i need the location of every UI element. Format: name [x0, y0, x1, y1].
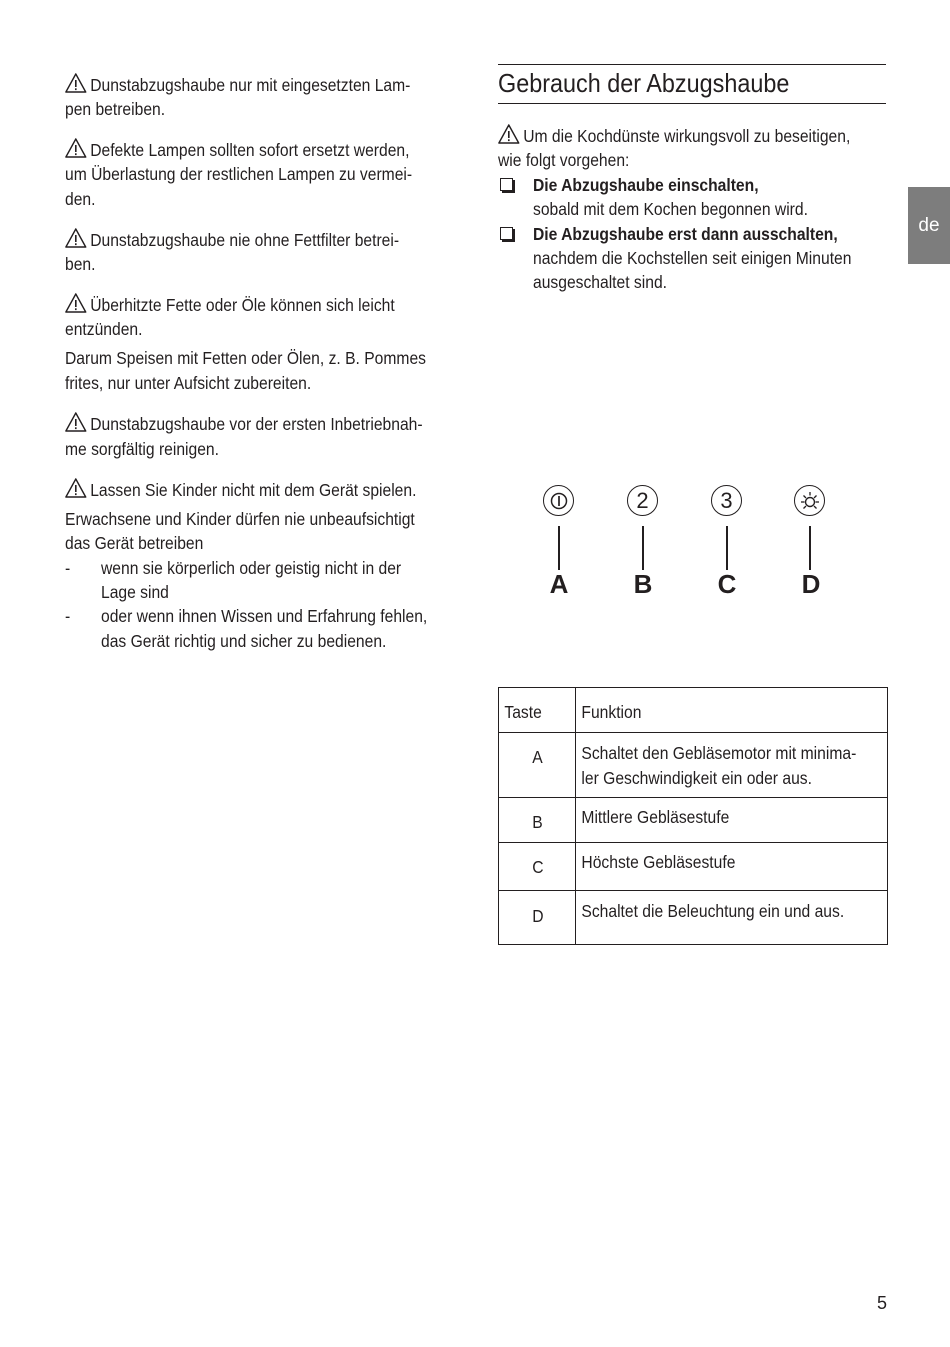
- language-label: de: [918, 214, 940, 236]
- key-text: B: [532, 812, 543, 832]
- warning-line: [65, 478, 416, 503]
- section-heading: Gebrauch der Abzugshaube: [498, 68, 790, 98]
- warning-line: [498, 124, 850, 149]
- key-cell: [499, 843, 576, 891]
- bullet-text: oder wenn ihnen Wissen und Erfahrung fehlen,: [101, 606, 428, 626]
- text-line: das Gerät betreiben: [65, 533, 204, 553]
- table-header-row: [499, 688, 888, 733]
- table-row: [499, 891, 888, 945]
- table-row: [499, 798, 888, 843]
- checkbox-icon: [500, 178, 513, 191]
- leader-line: [558, 526, 560, 570]
- warning-line: [65, 73, 410, 98]
- header-cell: [499, 688, 576, 733]
- checkbox-icon: [500, 227, 513, 240]
- key-cell: [499, 798, 576, 843]
- func-text: ler Geschwindigkeit ein oder aus.: [580, 767, 812, 788]
- leader-line: [809, 526, 811, 570]
- header-key: Taste: [504, 702, 542, 722]
- bullet-text: wenn sie körperlich oder geistig nicht in der: [101, 558, 402, 578]
- button-letter: B: [633, 569, 653, 599]
- func-text: Höchste Gebläsestufe: [580, 852, 735, 872]
- text-line: wie folgt vorgehen:: [498, 150, 630, 170]
- header-func: Funktion: [580, 702, 641, 722]
- text: Dunstabzugshaube vor der ersten Inbetriebnah-: [90, 414, 423, 434]
- button-letter: D: [801, 569, 821, 599]
- key-cell: [499, 733, 576, 798]
- warning-line: [65, 228, 399, 253]
- speed-2-button: [627, 485, 658, 516]
- text-line: frites, nur unter Aufsicht zubereiten.: [65, 373, 312, 393]
- light-icon: [798, 489, 822, 513]
- warning-line: [65, 138, 409, 163]
- language-tab: [908, 187, 950, 264]
- func-cell: [575, 843, 887, 891]
- power-icon: [550, 492, 568, 510]
- heading-rule-bottom: [498, 103, 886, 104]
- function-table: [498, 687, 888, 945]
- text-line: pen betreiben.: [65, 99, 166, 119]
- warning-icon: [65, 478, 87, 498]
- bullet-dash: -: [65, 558, 71, 578]
- key-text: C: [532, 857, 544, 877]
- text-line: um Überlastung der restlichen Lampen zu vermei-: [65, 164, 413, 184]
- leader-line: [726, 526, 728, 570]
- step-bold: Die Abzugshaube erst dann ausschalten,: [533, 224, 838, 244]
- text-line: me sorgfältig reinigen.: [65, 439, 219, 459]
- text-line: ben.: [65, 254, 96, 274]
- text-line: den.: [65, 189, 96, 209]
- bullet-dash: -: [65, 606, 71, 626]
- text-line: entzünden.: [65, 319, 143, 339]
- warning-icon: [65, 293, 87, 313]
- table-row: [499, 843, 888, 891]
- text: Überhitzte Fette oder Öle können sich leicht: [90, 295, 395, 315]
- text: Um die Kochdünste wirkungsvoll zu beseitigen,: [523, 126, 851, 146]
- text-line: Erwachsene und Kinder dürfen nie unbeaufsichtigt: [65, 509, 415, 529]
- func-cell: [575, 733, 887, 798]
- button-symbol: 3: [720, 487, 733, 513]
- button-letter: C: [717, 569, 737, 599]
- power-button-icon: [543, 485, 574, 516]
- table-row: [499, 733, 888, 798]
- button-symbol: 2: [636, 487, 649, 513]
- text: Lassen Sie Kinder nicht mit dem Gerät spielen.: [90, 480, 417, 500]
- warning-icon: [65, 228, 87, 248]
- warning-line: [65, 412, 423, 437]
- warning-icon: [65, 138, 87, 158]
- step-text: nachdem die Kochstellen seit einigen Minuten: [533, 248, 852, 268]
- page-number: 5: [877, 1293, 888, 1313]
- light-button-icon: [794, 485, 825, 516]
- warning-icon: [65, 412, 87, 432]
- bullet-text: Lage sind: [101, 582, 169, 602]
- text: Dunstabzugshaube nur mit eingesetzten Lam-: [90, 75, 411, 95]
- bullet-text: das Gerät richtig und sicher zu bedienen.: [101, 631, 387, 651]
- step-text: ausgeschaltet sind.: [533, 272, 668, 292]
- key-text: D: [532, 906, 544, 926]
- text: Defekte Lampen sollten sofort ersetzt werden,: [90, 140, 410, 160]
- text: Dunstabzugshaube nie ohne Fettfilter betrei-: [90, 230, 400, 250]
- warning-icon: [498, 124, 520, 144]
- step-bold: Die Abzugshaube einschalten,: [533, 175, 759, 195]
- header-cell: [575, 688, 887, 733]
- text-line: Darum Speisen mit Fetten oder Ölen, z. B. Pommes: [65, 348, 426, 368]
- step-text: sobald mit dem Kochen begonnen wird.: [533, 199, 808, 219]
- button-letter: A: [549, 569, 569, 599]
- func-text: Schaltet die Beleuchtung ein und aus.: [580, 901, 844, 921]
- key-text: A: [532, 747, 543, 767]
- warning-line: [65, 293, 395, 318]
- func-text: Mittlere Gebläsestufe: [580, 807, 729, 827]
- func-cell: [575, 891, 887, 945]
- func-cell: [575, 798, 887, 843]
- heading-rule-top: [498, 64, 886, 65]
- leader-line: [642, 526, 644, 570]
- key-cell: [499, 891, 576, 945]
- func-text: Schaltet den Gebläsemotor mit minima-: [580, 743, 856, 763]
- warning-icon: [65, 73, 87, 93]
- speed-3-button: [711, 485, 742, 516]
